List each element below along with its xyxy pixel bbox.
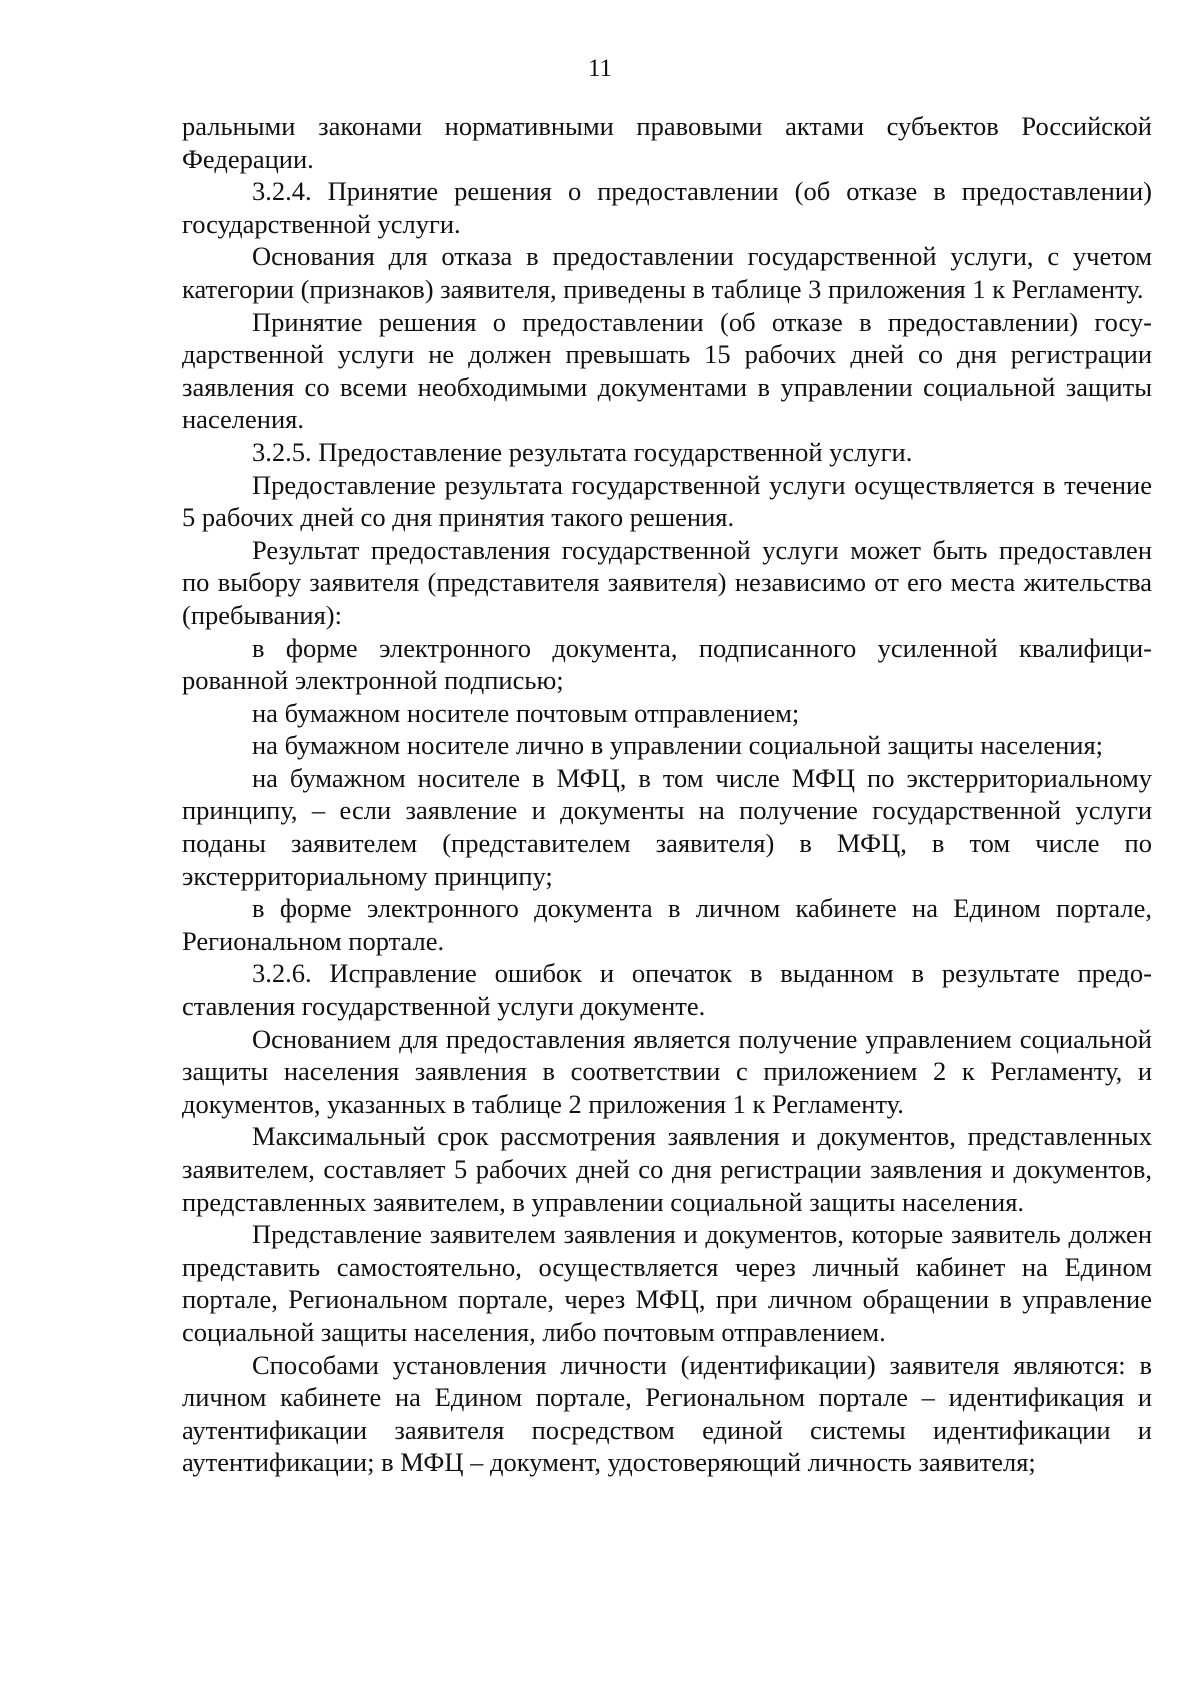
section-heading-3-2-4: 3.2.4. Принятие решения о предоставлении (об отказе в предоставлении) государственной услуги. — [182, 176, 1152, 239]
paragraph: Способами установления личности (идентификации) заявителя являются: в личном кабинете на Едином портале, Региональном портале – идентификация и аутентификации заявителя посредством единой системы идентификации и аутентификации; в МФЦ – документ, удостоверяющий личность заявителя; — [182, 1349, 1152, 1478]
paragraph: Представление заявителем заявления и документов, которые заявитель должен представить самостоятельно, осуществляется через личный кабинет на Едином портале, Региональном портале, через МФЦ, при личном обращении в управление социальной защиты населения, либо почтовым отправлением. — [182, 1219, 1152, 1347]
document-body — [182, 110, 1152, 1479]
list-item: на бумажном носителе лично в управлении социальной защиты населения; — [252, 730, 1104, 761]
paragraph: Предоставление результата государственной услуги осуществляется в течение 5 рабочих дней со дня принятия такого решения. — [182, 469, 1152, 533]
list-item: на бумажном носителе в МФЦ, в том числе МФЦ по экстерриториальному принципу, – если заявление и документы на получение государственной услуги поданы заявителем (представителем заявителя) в МФЦ, в том числе по экстерриториальному принципу; — [182, 762, 1152, 891]
paragraph-continuation: ральными законами нормативными правовыми актами субъектов Российской Федерации. — [182, 111, 1152, 174]
paragraph: Основанием для предоставления является получение управлением социальной защиты населения заявления в соответствии с приложением 2 к Регламенту, и документов, указанных в таблице 2 приложения 1 к Регламенту. — [182, 1023, 1152, 1119]
list-item: на бумажном носителе почтовым отправлением; — [252, 697, 800, 728]
paragraph: Результат предоставления государственной услуги может быть предоставлен по выбору заявителя (представителя заявителя) независимо от его места жительства (пребывания): — [182, 534, 1152, 630]
list-item: в форме электронного документа, подписанного усиленной квалифицированной электронной подписью; — [182, 632, 1152, 696]
paragraph: Максимальный срок рассмотрения заявления и документов, представленных заявителем, составляет 5 рабочих дней со дня регистрации заявления и документов, представленных заявителем, в управлении социальной защиты населения. — [182, 1121, 1152, 1217]
list-item: в форме электронного документа в личном кабинете на Едином портале, Региональном портале. — [182, 893, 1152, 956]
page-number: 11 — [587, 55, 613, 82]
section-heading-3-2-5: 3.2.5. Предоставление результата государственной услуги. — [252, 436, 913, 467]
paragraph: Принятие решения о предоставлении (об отказе в предоставлении) государственной услуги не должен превышать 15 рабочих дней со дня регистрации заявления со всеми необходимыми документами в управлении социальной защиты населения. — [182, 306, 1152, 435]
paragraph: Основания для отказа в предоставлении государственной услуги, с учетом категории (признаков) заявителя, приведены в таблице 3 приложения 1 к Регламенту. — [182, 241, 1152, 304]
section-heading-3-2-6: 3.2.6. Исправление ошибок и опечаток в выданном в результате предоставления государственной услуги документе. — [182, 958, 1152, 1022]
